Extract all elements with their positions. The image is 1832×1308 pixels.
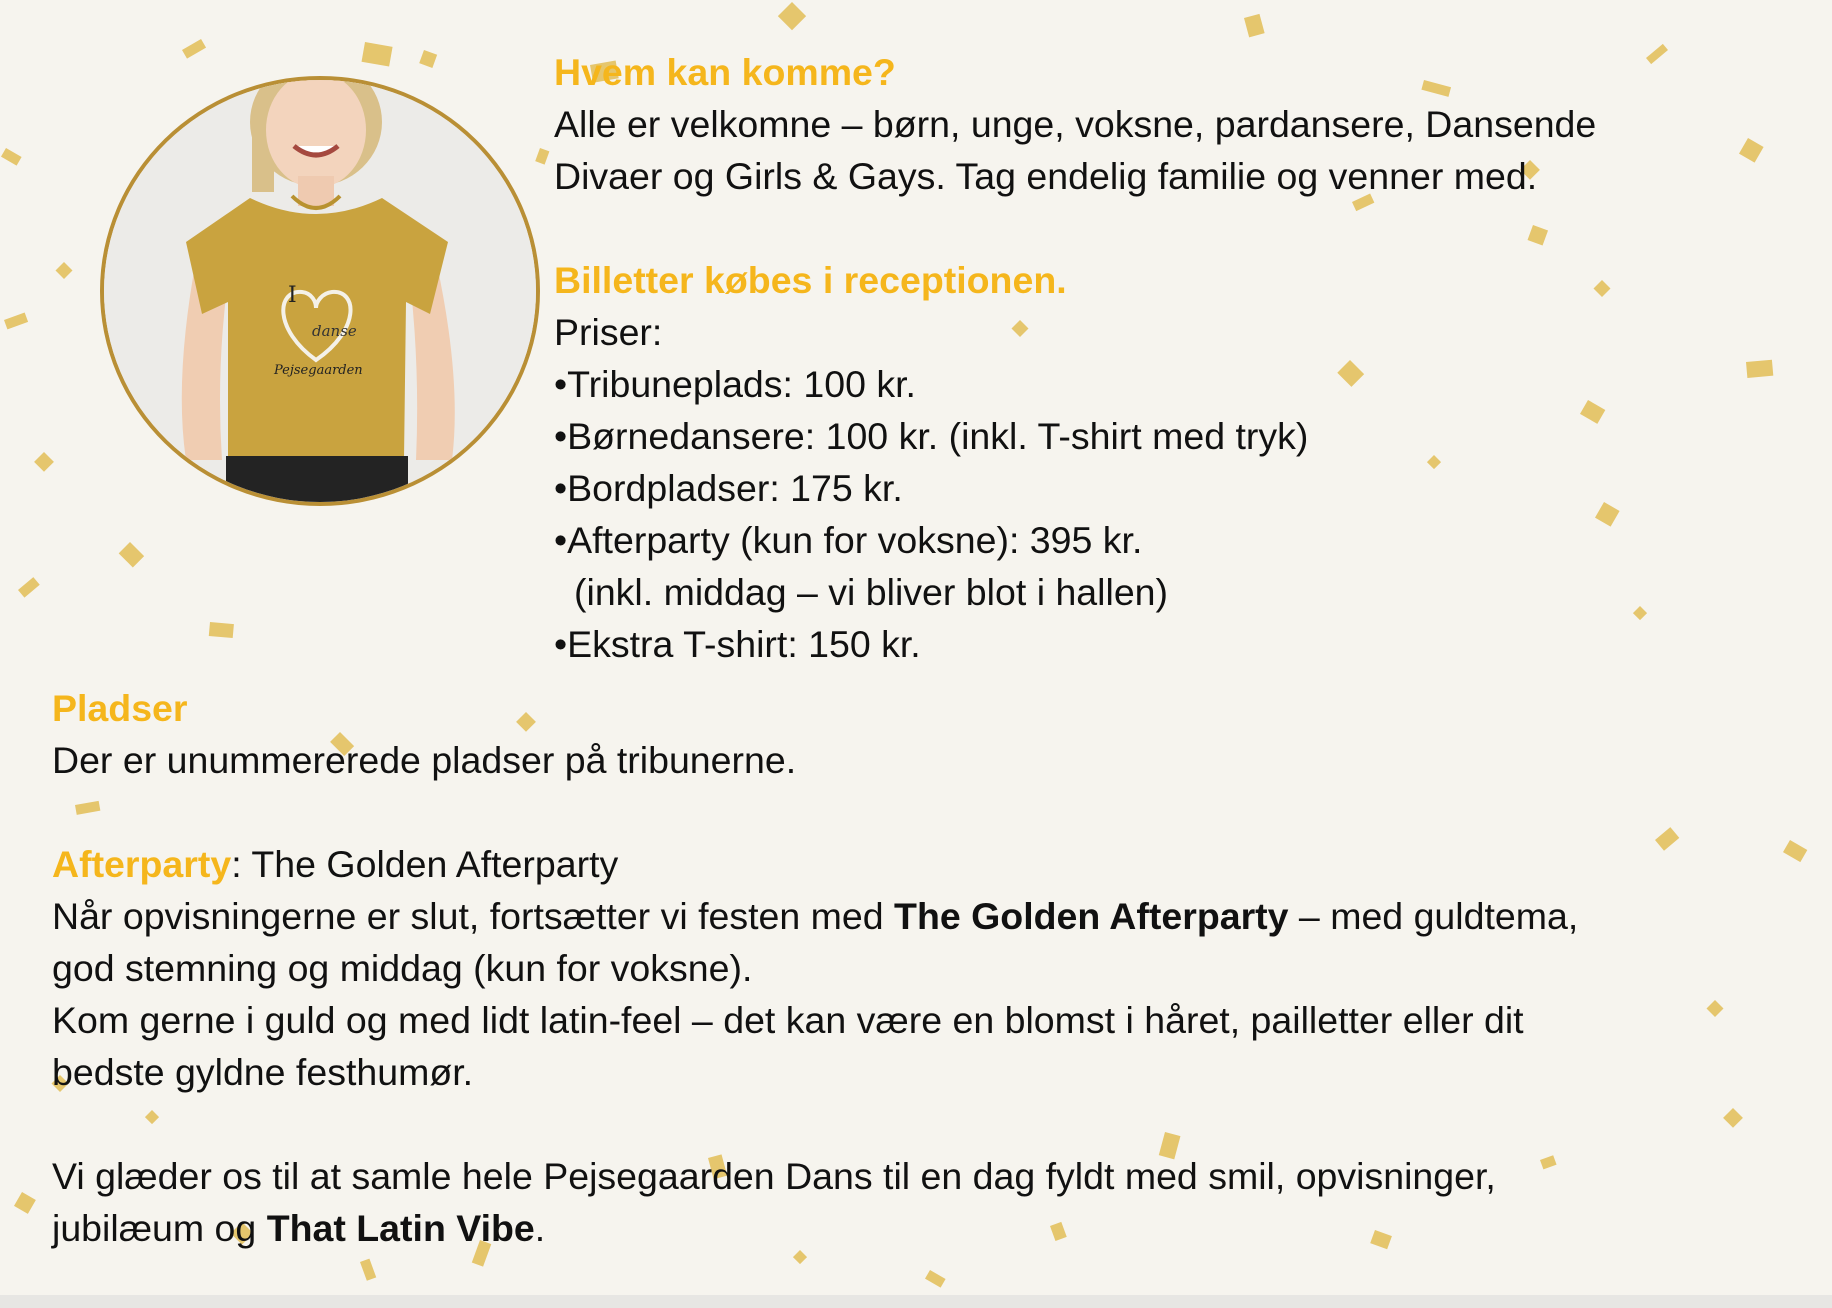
bottom-border <box>0 1295 1832 1308</box>
tshirt-model-photo <box>100 76 540 506</box>
seats-heading: Pladser <box>52 687 188 729</box>
afterparty-title-line <box>52 838 1578 890</box>
closing-text-a: jubilæum og <box>52 1207 267 1249</box>
who-heading: Hvem kan komme? <box>554 51 896 93</box>
who-section <box>554 46 1596 202</box>
afterparty-p2-line1: Kom gerne i guld og med lidt latin-feel – det kan være en blomst i håret, pailletter eller dit <box>52 999 1524 1041</box>
price-item-tables: •Bordpladser: 175 kr. <box>554 467 903 509</box>
closing-line-1: Vi glæder os til at samle hele Pejsegaarden Dans til en dag fyldt med smil, opvisninger, <box>52 1155 1496 1197</box>
closing-section <box>52 1150 1496 1254</box>
tickets-heading: Billetter købes i receptionen. <box>554 259 1067 301</box>
closing-line-2 <box>52 1202 1496 1254</box>
afterparty-subtitle: : The Golden Afterparty <box>231 843 619 885</box>
afterparty-p1-line1 <box>52 890 1578 942</box>
afterparty-p1-line2: god stemning og middag (kun for voksne). <box>52 947 753 989</box>
price-item-tribune: •Tribuneplads: 100 kr. <box>554 363 916 405</box>
tshirt-print-danse: danse <box>312 322 357 340</box>
seats-section <box>52 682 796 786</box>
closing-bold: That Latin Vibe <box>266 1207 535 1249</box>
who-line-1: Alle er velkomne – børn, unge, voksne, pardansere, Dansende <box>554 103 1597 145</box>
afterparty-heading: Afterparty <box>52 843 232 885</box>
afterparty-section <box>52 838 1578 1098</box>
price-item-extra-tshirt: •Ekstra T-shirt: 150 kr. <box>554 623 921 665</box>
price-item-afterparty-note: (inkl. middag – vi bliver blot i hallen) <box>574 571 1169 613</box>
seats-text: Der er unummererede pladser på tribunerne. <box>52 739 797 781</box>
prices-label: Priser: <box>554 311 663 353</box>
afterparty-p1-text-a: Når opvisningerne er slut, fortsætter vi festen med <box>52 895 895 937</box>
price-item-afterparty: •Afterparty (kun for voksne): 395 kr. <box>554 519 1143 561</box>
tshirt-print-brand: Pejsegaarden <box>274 363 363 378</box>
afterparty-p2-line2: bedste gyldne festhumør. <box>52 1051 474 1093</box>
closing-text-b: . <box>534 1207 546 1249</box>
who-line-2: Divaer og Girls & Gays. Tag endelig familie og venner med. <box>554 155 1538 197</box>
tickets-section <box>554 254 1308 670</box>
afterparty-p1-text-b: – med guldtema, <box>1288 895 1579 937</box>
tshirt-print-i: I <box>288 283 297 308</box>
afterparty-p1-bold: The Golden Afterparty <box>894 895 1289 937</box>
price-item-children: •Børnedansere: 100 kr. (inkl. T-shirt med tryk) <box>554 415 1309 457</box>
